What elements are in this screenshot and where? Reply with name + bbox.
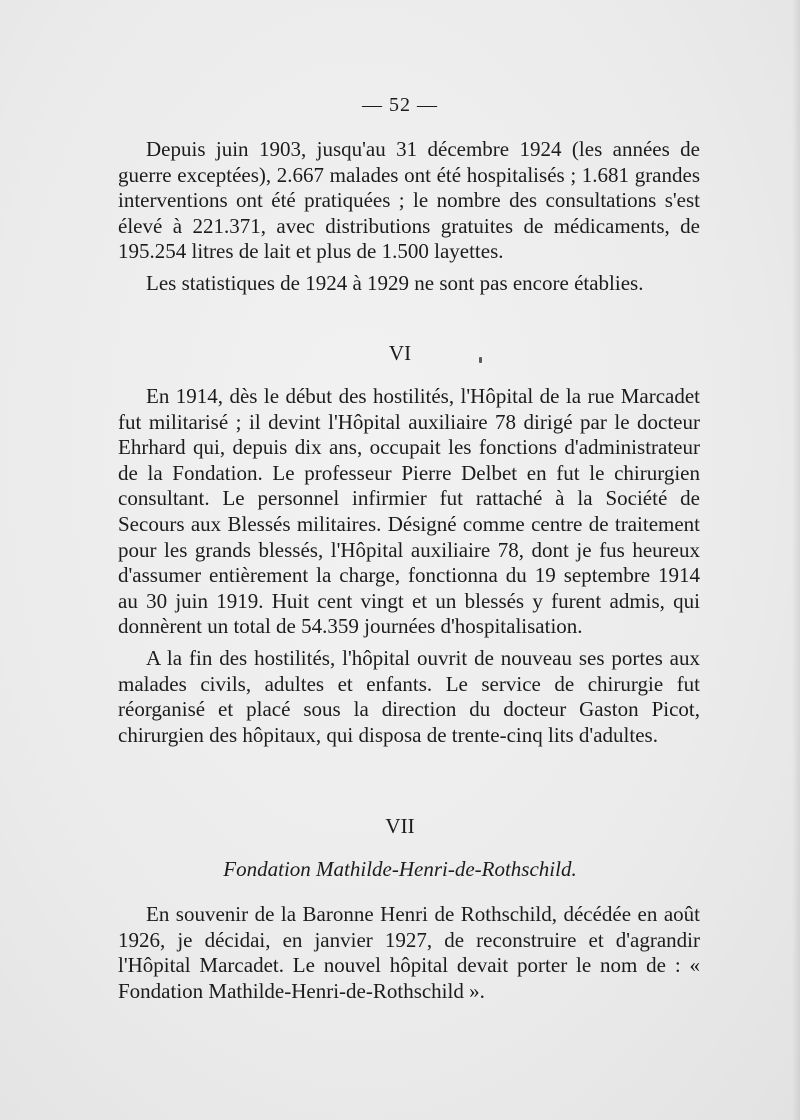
intro-paragraph-1: Depuis juin 1903, jusqu'au 31 décembre 1924 (les années de guerre exceptées), 2.667 malades ont été hospitalisés ; 1.681 grandes interventions ont été pratiquées ; le nombre des consultations s'est élevé à 221.371, avec distributions gratuites de médicaments, de 195.254 litres de lait et plus de 1.500 layettes.	[118, 137, 700, 264]
section-vii-paragraph-1: En souvenir de la Baronne Henri de Rothschild, décédée en août 1926, je décidai, en janvier 1927, de reconstruire et d'agrandir l'Hôpital Marcadet. Le nouvel hôpital devait porter le nom de : « Fondation Mathilde-Henri-de-Rothschild ».	[118, 902, 700, 1003]
section-vi	[118, 384, 700, 748]
section-vi-paragraph-2: A la fin des hostilités, l'hôpital ouvrit de nouveau ses portes aux malades civils, adultes et enfants. Le service de chirurgie fut réorganisé et placé sous la direction du docteur Gaston Picot, chirurgien des hôpitaux, qui disposa de trente-cinq lits d'adultes.	[118, 645, 700, 747]
section-vii	[118, 902, 700, 1004]
ink-mark	[479, 357, 482, 363]
page-number: — 52 —	[362, 94, 438, 116]
intro-section	[118, 137, 700, 297]
section-heading-vii: VII	[385, 814, 415, 838]
section-heading-vi: VI	[388, 341, 412, 365]
intro-paragraph-2: Les statistiques de 1924 à 1929 ne sont pas encore établies.	[146, 270, 644, 295]
scan-edge-shadow	[792, 0, 800, 1120]
section-vii-subheading: Fondation Mathilde-Henri-de-Rothschild.	[223, 857, 577, 881]
section-vi-paragraph-1: En 1914, dès le début des hostilités, l'Hôpital de la rue Marcadet fut militarisé ; il devint l'Hôpital auxiliaire 78 dirigé par le docteur Ehrhard qui, depuis dix ans, occupait les fonctions d'administrateur de la Fondation. Le professeur Pierre Delbet en fut le chirurgien consultant. Le personnel infirmier fut rattaché à la Société de Secours aux Blessés militaires. Désigné comme centre de traitement pour les grands blessés, l'Hôpital auxiliaire 78, dont je fus heureux d'assumer entièrement la charge, fonctionna du 19 septembre 1914 au 30 juin 1919. Huit cent vingt et un blessés y furent admis, qui donnèrent un total de 54.359 journées d'hospitalisation.	[118, 384, 700, 639]
